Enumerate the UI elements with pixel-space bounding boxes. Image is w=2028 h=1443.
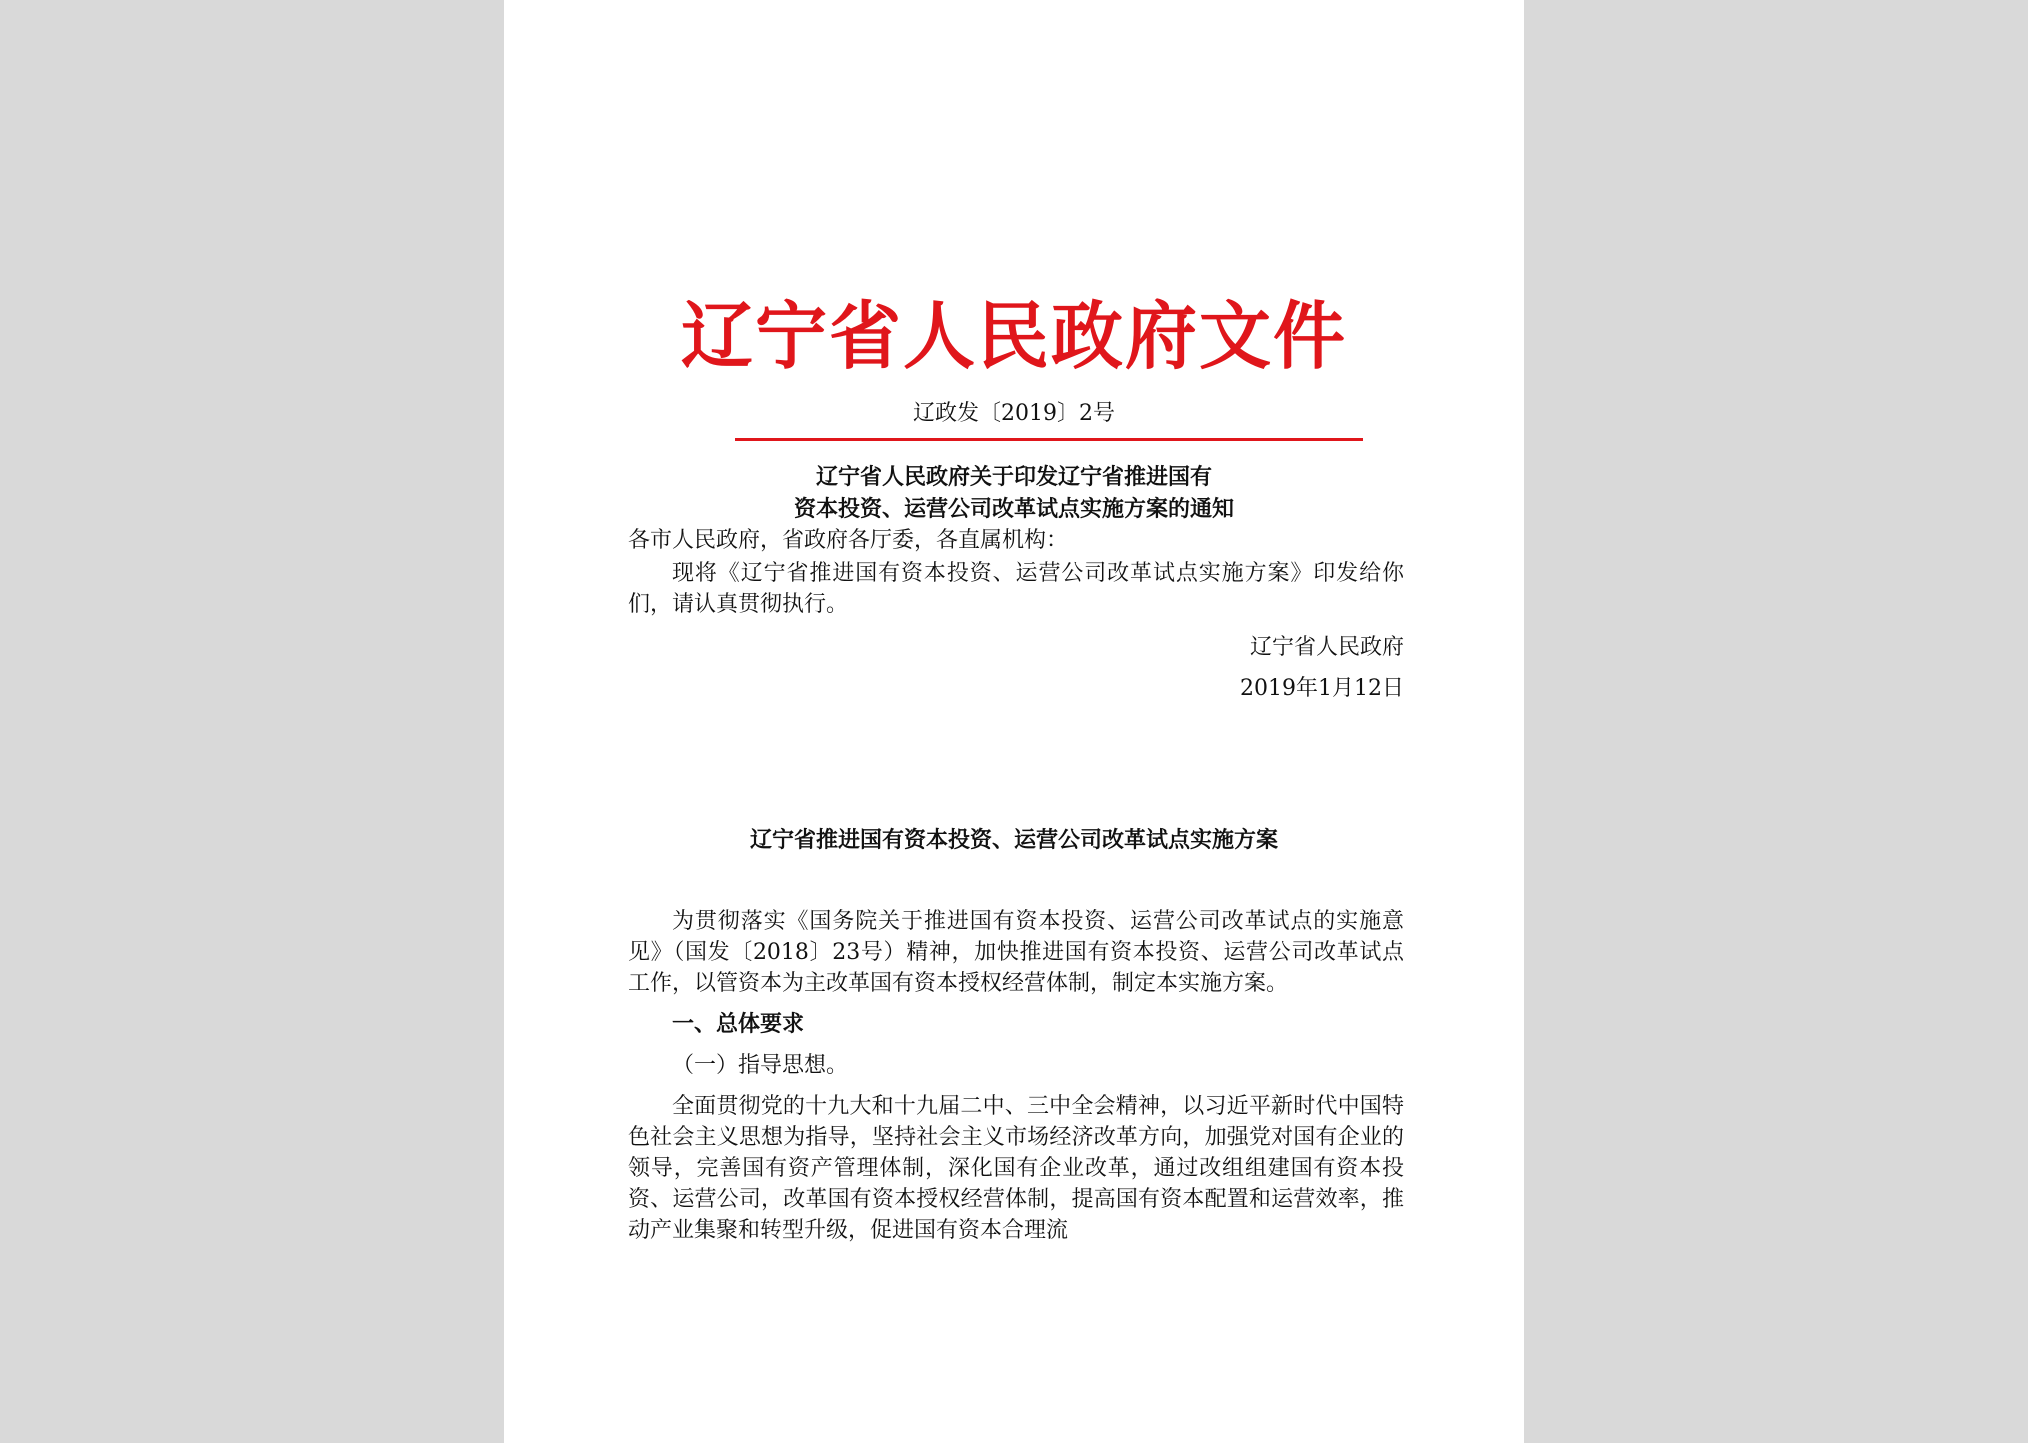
notice-date: 2019年1月12日 <box>1240 676 1404 701</box>
document-page <box>504 0 1524 1443</box>
masthead-title: 辽宁省人民政府文件 <box>680 293 1347 379</box>
notice-body <box>628 525 1404 704</box>
notice-issuer: 辽宁省人民政府 <box>1249 635 1404 660</box>
plan-title: 辽宁省推进国有资本投资、运营公司改革试点实施方案 <box>749 828 1278 853</box>
document-number: 辽政发〔2019〕2号 <box>913 401 1115 426</box>
plan-body <box>628 906 1404 1246</box>
notice-title-line1: 辽宁省人民政府关于印发辽宁省推进国有 <box>815 465 1212 490</box>
plan-intro-paragraph: 为贯彻落实《国务院关于推进国有资本投资、运营公司改革试点的实施意见》（国发〔2018〕23号）精神，加快推进国有资本投资、运营公司改革试点工作，以管资本为主改革国有资本授权经营体制，制定本实施方案。 <box>628 909 1404 996</box>
guiding-ideology-paragraph: 全面贯彻党的十九大和十九届二中、三中全会精神，以习近平新时代中国特色社会主义思想为指导，坚持社会主义市场经济改革方向，加强党对国有企业的领导，完善国有资产管理体制，深化国有企业改革，通过改组组建国有资本投资、运营公司，改革国有资本授权经营体制，提高国有资本配置和运营效率，推动产业集聚和转型升级，促进国有资本合理流 <box>628 1094 1404 1243</box>
notice-paragraph: 现将《辽宁省推进国有资本投资、运营公司改革试点实施方案》印发给你们，请认真贯彻执行。 <box>628 561 1404 617</box>
notice-salutation: 各市人民政府，省政府各厅委，各直属机构： <box>628 528 1069 553</box>
subsection-heading-1: （一）指导思想。 <box>672 1053 849 1078</box>
notice-title-line2: 资本投资、运营公司改革试点实施方案的通知 <box>793 497 1234 522</box>
section-heading-1: 一、总体要求 <box>672 1012 805 1037</box>
red-divider-line <box>735 438 1363 441</box>
